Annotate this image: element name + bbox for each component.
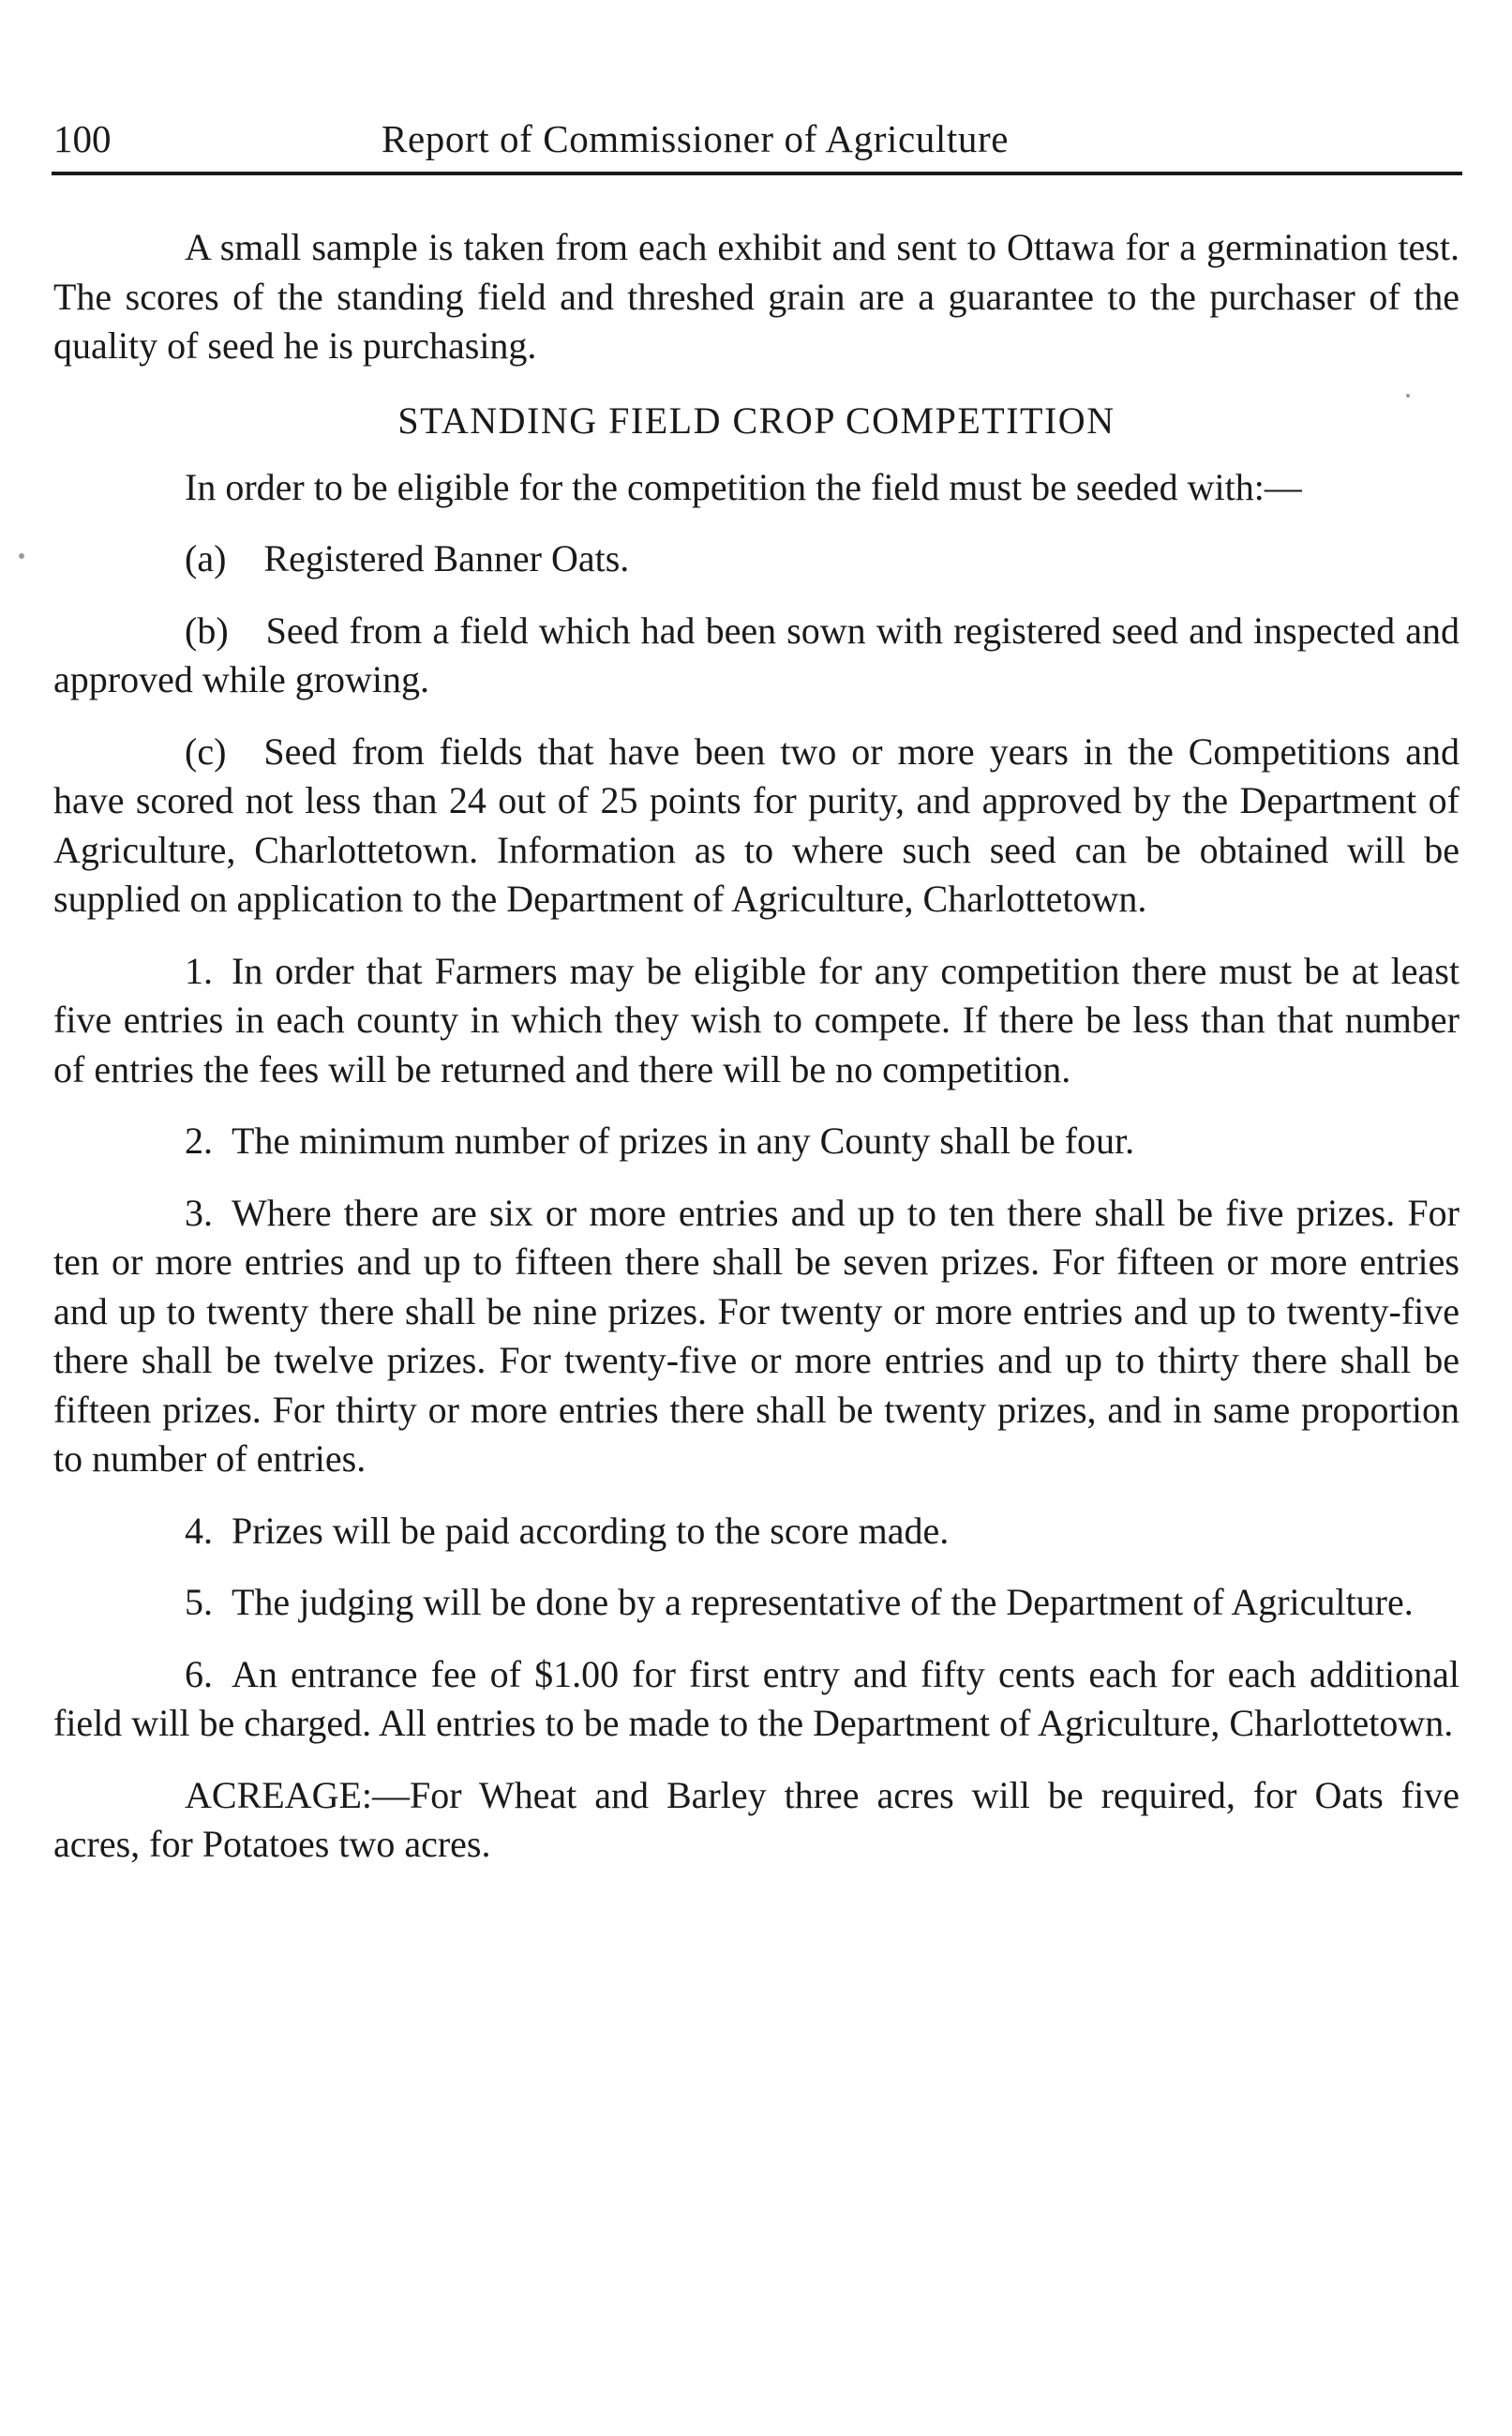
item-b: (b) Seed from a field which had been sown with registered seed and inspected and approved while growing. — [53, 609, 1460, 700]
body-text — [53, 223, 1460, 1870]
rule-3: 3. Where there are six or more entries and up to ten there shall be five prizes. For ten or more entries and up to fifteen there shall be seven prizes. For fifteen or more entries and up to twenty there shall be nine prizes. For twenty or more entries and up to twenty-five there shall be twelve prizes. For twenty-five or more entries and up to thirty there shall be fifteen prizes. For thirty or more entries there shall be twenty prizes, and in same proportion to number of entries. — [53, 1191, 1460, 1480]
page-number: 100 — [53, 117, 112, 160]
item-c: (c) Seed from fields that have been two or more years in the Competitions and have scored not less than 24 out of 25 points for purity, and approved by the Department of Agriculture, Charlottetown. Information as to where such seed can be obtained will be supplied on application to the Department of Agriculture, Charlottetown. — [53, 729, 1460, 920]
rule-4: 4. Prizes will be paid according to the score made. — [185, 1509, 950, 1552]
running-title: Report of Commissioner of Agriculture — [382, 117, 1009, 160]
rule-6: 6. An entrance fee of $1.00 for first entry and fifty cents each for each additional field will be charged. All entries to be made to the Department of Agriculture, Charlottetown. — [53, 1652, 1460, 1744]
paper-speck — [1406, 394, 1410, 398]
running-head — [53, 111, 1460, 167]
header-rule — [52, 172, 1462, 175]
paper-speck — [19, 553, 24, 559]
item-a: (a) Registered Banner Oats. — [185, 537, 630, 579]
rule-5: 5. The judging will be done by a representative of the Department of Agriculture. — [185, 1581, 1414, 1623]
rule-1: 1. In order that Farmers may be eligible for any competition there must be at least five entries in each county in which they wish to compete. If there be less than that number of entries the fees will be returned and there will be no competition. — [53, 949, 1460, 1090]
acreage-paragraph: ACREAGE:—For Wheat and Barley three acres will be required, for Oats five acres, for Potatoes two acres. — [53, 1773, 1460, 1865]
intro-paragraph: A small sample is taken from each exhibit and sent to Ottawa for a germination test. The scores of the standing field and threshed grain are a guarantee to the purchaser of the quality of seed he is purchasing. — [53, 226, 1460, 367]
rule-2: 2. The minimum number of prizes in any County shall be four. — [185, 1120, 1135, 1162]
eligibility-paragraph: In order to be eligible for the competition the field must be seeded with:— — [185, 465, 1302, 508]
section-heading: STANDING FIELD CROP COMPETITION — [397, 398, 1115, 442]
